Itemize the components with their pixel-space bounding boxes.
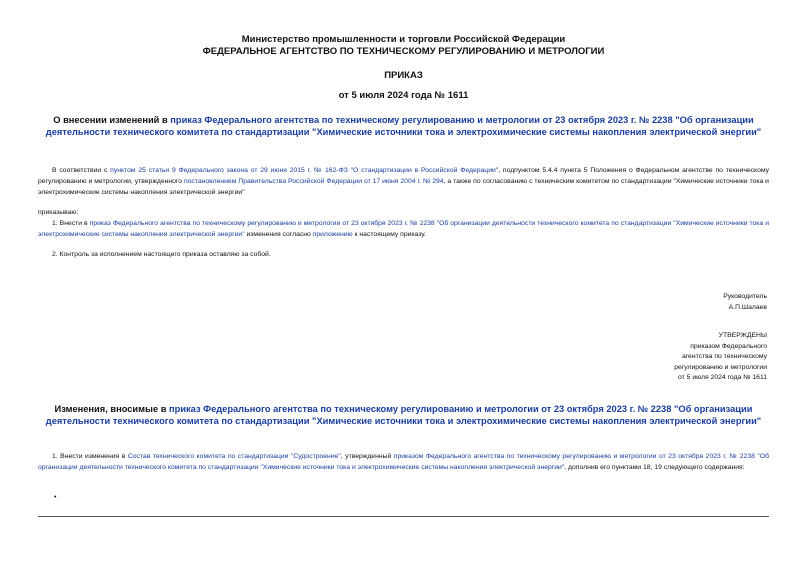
title-link[interactable]: приказ Федерального агентства по техническому регулированию и метрологии от 23 октября 2023 г. № 2238 "Об организации деятельности технического комитета по стандартизации "Химические источники тока и электрохимические системы накопления электрической энергии" <box>45 115 762 137</box>
ministry-name: Министерство промышленности и торговли Российской Федерации <box>241 34 566 45</box>
change1-order-link[interactable]: приказом Федерального агентства по техническому регулированию и метрологии от 23 октября 2023 г. № 2238 "Об организации деятельности технического комитета по стандартизации "Химические источники тока и электрохимические системы накопления электрической энергии" <box>38 453 769 471</box>
item1-text-2: изменения согласно <box>244 231 313 238</box>
signature-block <box>567 292 767 313</box>
preamble-text-1: В соответствии с <box>52 167 111 174</box>
document-title <box>40 114 767 138</box>
approved-line-3: агентства по техническому <box>681 353 767 360</box>
change1-text-2: , утвержденный <box>340 453 394 460</box>
item1-text-3: к настоящему приказу. <box>352 231 426 238</box>
committee-composition-link[interactable]: Состав технического комитета по стандартизации "Судостроение" <box>127 453 341 460</box>
appendix-link[interactable]: приложению <box>312 231 353 238</box>
doc-date-number: от 5 июля 2024 года № 1611 <box>338 90 469 101</box>
changes-title <box>36 403 771 427</box>
doc-type: ПРИКАЗ <box>384 70 423 81</box>
item1-text-1: 1. Внести в <box>52 220 90 227</box>
approved-block <box>567 331 767 384</box>
agency-name: ФЕДЕРАЛЬНОЕ АГЕНТСТВО ПО ТЕХНИЧЕСКОМУ РЕГУЛИРОВАНИЮ И МЕТРОЛОГИИ <box>202 46 605 57</box>
item-1 <box>38 218 769 240</box>
law-link[interactable]: пунктом 25 статьи 9 Федерального закона от 29 июня 2015 г. № 162-ФЗ "О стандартизации в Российской Федерации" <box>110 167 499 174</box>
preamble-text-2: , подпунктом 5.4.4 пункта 5 Положения о Федеральном агентстве по техническому регулированию и метрологии, утвержденного <box>38 167 770 185</box>
signature-name: А.П.Шалаев <box>728 303 767 311</box>
item1-order-link[interactable]: приказ Федерального агентства по техническому регулированию и метрологии от 23 октября 2023 г. № 2238 "Об организации деятельности технического комитета по стандартизации "Химические источники тока и электрохимические системы накопления электрической энергии" <box>38 220 769 238</box>
change-1 <box>38 451 769 473</box>
approved-line-5: от 5 июля 2024 года № 1611 <box>678 374 767 381</box>
preamble <box>38 165 769 198</box>
approved-line-4: регулированию и метрологии <box>674 363 767 371</box>
resolution-link[interactable]: постановлением Правительства Российской Федерации от 17 июня 2004 г. № 294 <box>183 178 444 185</box>
signature-role: Руководитель <box>723 293 767 300</box>
change1-text-1: 1. Внести изменения в <box>52 453 128 460</box>
approved-line-1: УТВЕРЖДЕНЫ <box>718 332 767 339</box>
change1-text-3: , дополнив его пунктами 18, 19 следующего содержания: <box>564 464 745 471</box>
approved-line-2: приказом Федерального <box>690 342 767 350</box>
item-2: 2. Контроль за исполнением настоящего приказа оставляю за собой. <box>52 251 271 258</box>
order-word: приказываю: <box>38 209 79 216</box>
preamble-text-3: , а также по согласованию с техническим комитетом по стандартизации "Химические источники тока и электрохимические системы накопления электрической энергии" <box>38 178 769 196</box>
changes-title-prefix: Изменения, вносимые в <box>54 404 169 414</box>
divider-line <box>38 516 769 517</box>
changes-title-link[interactable]: приказ Федерального агентства по техническому регулированию и метрологии от 23 октября 2023 г. № 2238 "Об организации деятельности технического комитета по стандартизации "Химические источники тока и электрохимические системы накопления электрической энергии" <box>45 404 762 426</box>
title-prefix: О внесении изменений в <box>53 115 171 125</box>
list-bullet: • <box>54 494 57 501</box>
